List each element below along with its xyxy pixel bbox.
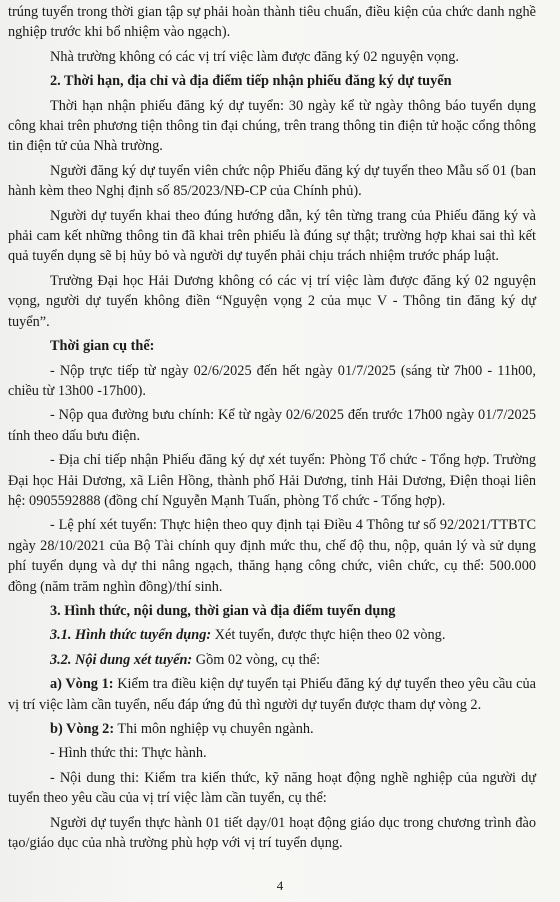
para-address: - Địa chỉ tiếp nhận Phiếu đăng ký dự xét tuyển: Phòng Tổ chức - Tổng hợp. Trường Đại học Hải Dương, xã Liên Hồng, thành phố Hải Dương, tỉnh Hải Dương, Điện thoại liên hệ: 0905592888 (đồng chí Nguyễn Mạnh Tuấn, phòng Tổ chức - Tổng hợp).	[8, 452, 536, 509]
para-intro-continuation: trúng tuyển trong thời gian tập sự phải hoàn thành tiêu chuẩn, điều kiện của chức danh nghề nghiệp trước khi bổ nhiệm vào ngạch).	[8, 4, 536, 41]
para-round-1	[8, 674, 536, 715]
para-fee: - Lệ phí xét tuyển: Thực hiện theo quy định tại Điều 4 Thông tư số 92/2021/TTBTC ngày 28/10/2021 của Bộ Tài chính quy định mức thu, chế độ thu, nộp, quản lý và sử dụng phí tuyển dụng và dự thi nâng ngạch, thăng hạng công chức, viên chức, cụ thể: 500.000 đồng (năm trăm nghìn đồng)/thí sinh.	[8, 517, 536, 595]
s31-label: 3.1. Hình thức tuyển dụng:	[50, 627, 212, 644]
section-3-heading: 3. Hình thức, nội dung, thời gian và địa điểm tuyển dụng	[50, 602, 396, 619]
round2-text: Thi môn nghiệp vụ chuyên ngành.	[114, 721, 314, 737]
para-deadline: Thời hạn nhận phiếu đăng ký dự tuyển: 30 ngày kể từ ngày thông báo tuyển dụng công khai trên phương tiện thông tin đại chúng, trên trang thông tin điện tử hoặc cổng thông tin điện tử của Nhà trường.	[8, 97, 536, 155]
para-declaration: Người dự tuyển khai theo đúng hướng dẫn, ký tên từng trang của Phiếu đăng ký và phải cam kết những thông tin đã khai trên phiếu là đúng sự thật; trường hợp khai sai thì kết quả tuyển dụng sẽ bị hủy bỏ và người dự tuyển phải chịu trách nhiệm trước pháp luật.	[8, 207, 536, 265]
para-3-2	[8, 650, 536, 670]
para-postal-submission: - Nộp qua đường bưu chính: Kể từ ngày 02/6/2025 đến trước 17h00 ngày 01/7/2025 tính theo dấu bưu điện.	[8, 407, 536, 444]
s32-label: 3.2. Nội dung xét tuyển:	[50, 651, 193, 668]
s32-text: Gồm 02 vòng, cụ thể:	[192, 651, 321, 668]
page-number: 4	[276, 878, 284, 893]
round2-label: b) Vòng 2:	[50, 721, 115, 737]
para-no-second-choice: Trường Đại học Hải Dương không có các vị trí việc làm được đăng ký 02 nguyện vọng, người dự tuyển không điền “Nguyện vọng 2 của mục V - Thông tin đăng ký dự tuyển”.	[8, 272, 536, 330]
section-2-heading: 2. Thời hạn, địa chỉ và địa điểm tiếp nhận phiếu đăng ký dự tuyển	[50, 73, 452, 90]
para-direct-submission: - Nộp trực tiếp từ ngày 02/6/2025 đến hết ngày 01/7/2025 (sáng từ 7h00 - 11h00, chiều từ 13h00 -17h00).	[8, 362, 536, 399]
para-form-submission: Người đăng ký dự tuyển viên chức nộp Phiếu đăng ký dự tuyển theo Mẫu số 01 (ban hành kèm theo Nghị định số 85/2023/NĐ-CP của Chính phủ).	[8, 162, 536, 200]
s31-text: Xét tuyển, được thực hiện theo 02 vòng.	[211, 627, 446, 644]
para-exam-form: - Hình thức thi: Thực hành.	[50, 745, 207, 762]
para-exam-detail: Người dự tuyển thực hành 01 tiết dạy/01 hoạt động giáo dục trong chương trình đào tạo/giáo dục của nhà trường phù hợp với vị trí tuyển dụng.	[8, 814, 536, 852]
para-round-2	[8, 719, 536, 739]
para-intro-2: Nhà trường không có các vị trí việc làm được đăng ký 02 nguyện vọng.	[50, 48, 459, 65]
para-exam-content: - Nội dung thi: Kiểm tra kiến thức, kỹ năng hoạt động nghề nghiệp của người dự tuyển theo yêu cầu của vị trí việc làm cần tuyển, cụ thể:	[8, 769, 536, 807]
para-3-1	[8, 625, 536, 645]
round1-text: Kiểm tra điều kiện dự tuyển tại Phiếu đăng ký dự tuyển theo yêu cầu của vị trí việc làm cần tuyển, nếu đáp ứng đủ thì người dự tuyển được tham dự vòng 2.	[8, 676, 536, 713]
time-subheading: Thời gian cụ thể:	[50, 338, 155, 355]
round1-label: a) Vòng 1:	[50, 676, 114, 693]
